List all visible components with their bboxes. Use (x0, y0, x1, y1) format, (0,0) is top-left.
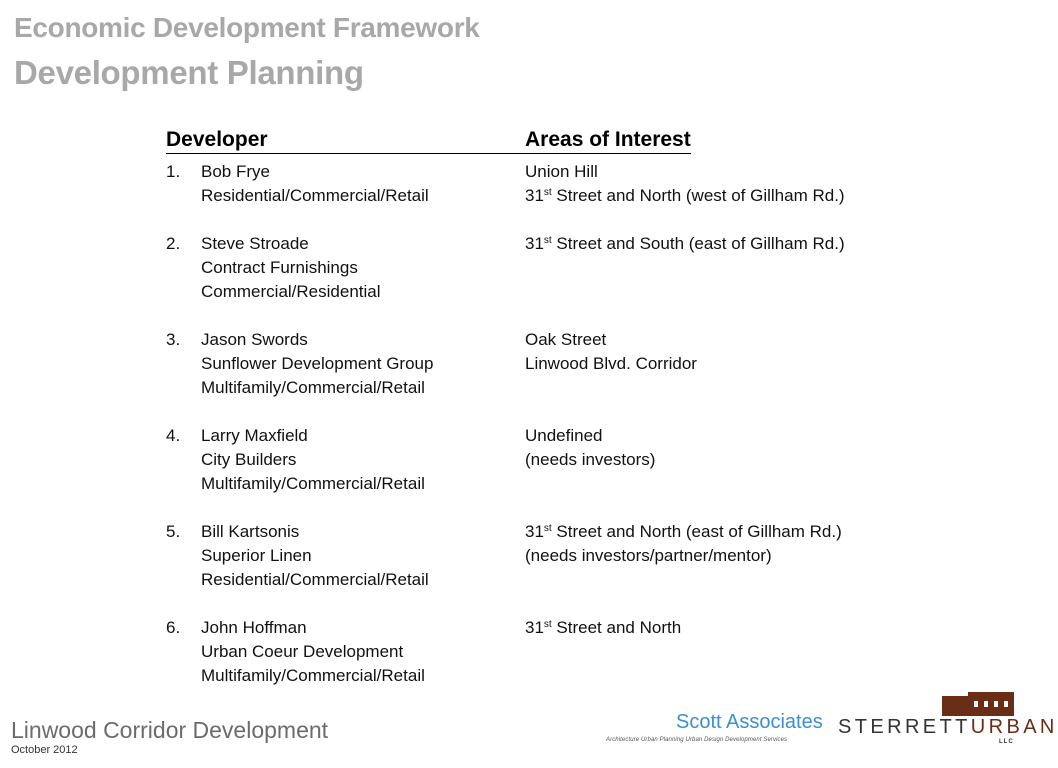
developer-detail: Multifamily/Commercial/Retail (201, 378, 425, 397)
developer-detail: Contract Furnishings (201, 258, 358, 277)
developer-detail: Residential/Commercial/Retail (201, 570, 429, 589)
developer-detail: Multifamily/Commercial/Retail (201, 666, 425, 685)
developer-column-header: Developer (166, 128, 526, 154)
developer-name: Bill Kartsonis (201, 522, 300, 541)
footer-date: October 2012 (11, 744, 78, 756)
sterrett-urban-logo (838, 716, 1058, 739)
developer-detail: City Builders (201, 450, 297, 469)
slide-title: Development Planning (14, 54, 364, 91)
entry-number: 5. (166, 522, 181, 541)
developer-details (201, 520, 429, 592)
developer-details (201, 424, 425, 496)
developer-detail: Superior Linen (201, 546, 312, 565)
developer-name: John Hoffman (201, 618, 307, 637)
sterrett-urban-skyline-icon (940, 690, 1016, 716)
developer-details (201, 160, 429, 208)
area-of-interest: 31st Street and North (525, 618, 682, 637)
areas-of-interest (525, 424, 655, 472)
areas-of-interest (525, 616, 681, 640)
scott-associates-logo: Scott Associates (676, 711, 823, 733)
scott-associates-tagline: Architecture Urban Planning Urban Design Development Services (606, 737, 788, 743)
developer-name: Larry Maxfield (201, 426, 308, 445)
areas-of-interest (525, 232, 845, 256)
area-of-interest: 31st Street and South (east of Gillham Rd.) (525, 234, 845, 253)
developer-name: Steve Stroade (201, 234, 309, 253)
footer-title: Linwood Corridor Development (11, 717, 329, 743)
area-of-interest: 31st Street and North (east of Gillham Rd.) (525, 522, 842, 541)
entry-number: 2. (166, 234, 181, 253)
entry-number: 1. (166, 162, 181, 181)
area-of-interest: (needs investors/partner/mentor) (525, 546, 772, 565)
area-of-interest: Linwood Blvd. Corridor (525, 354, 697, 373)
sterrett-word: STERRETT (838, 716, 971, 738)
area-of-interest: 31st Street and North (west of Gillham Rd.) (525, 186, 845, 205)
developer-name: Bob Frye (201, 162, 270, 181)
developer-details (201, 616, 425, 688)
developer-detail: Residential/Commercial/Retail (201, 186, 429, 205)
areas-of-interest (525, 160, 845, 208)
developer-detail: Multifamily/Commercial/Retail (201, 474, 425, 493)
sterrett-urban-llc: LLC (999, 739, 1014, 745)
entry-number: 6. (166, 618, 181, 637)
developer-details (201, 328, 433, 400)
area-of-interest: (needs investors) (525, 450, 656, 469)
developer-name: Jason Swords (201, 330, 308, 349)
areas-of-interest (525, 520, 842, 568)
developer-detail: Commercial/Residential (201, 282, 381, 301)
entry-number: 3. (166, 330, 181, 349)
area-of-interest: Undefined (525, 426, 603, 445)
areas-column-header: Areas of Interest (525, 128, 691, 154)
area-of-interest: Oak Street (525, 330, 607, 349)
developer-details (201, 232, 381, 304)
area-of-interest: Union Hill (525, 162, 598, 181)
slide-section-title: Economic Development Framework (14, 12, 480, 43)
developer-detail: Urban Coeur Development (201, 642, 404, 661)
urban-word: URBAN (970, 716, 1058, 738)
developer-detail: Sunflower Development Group (201, 354, 434, 373)
entry-number: 4. (166, 426, 181, 445)
areas-of-interest (525, 328, 697, 376)
